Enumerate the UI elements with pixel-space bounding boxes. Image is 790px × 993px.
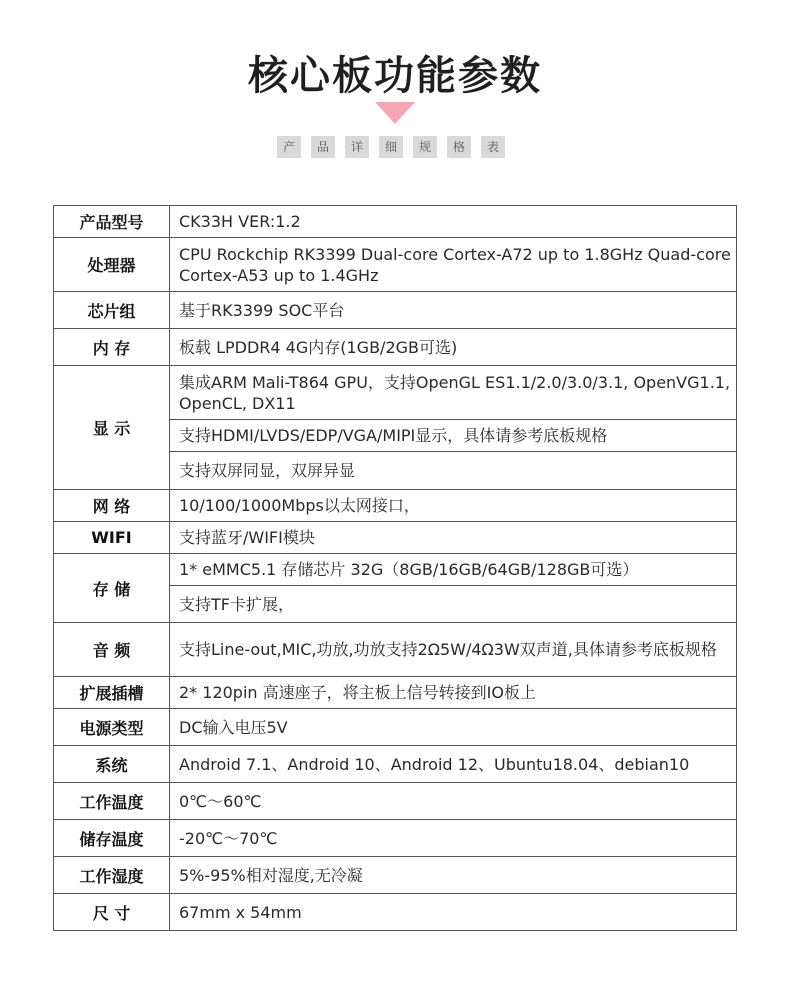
spec-label: 工作温度 <box>54 783 170 820</box>
spec-value: CK33H VER:1.2 <box>170 206 737 238</box>
spec-row-storage-temp <box>54 820 737 857</box>
spec-row-os <box>54 746 737 783</box>
spec-row-size <box>54 894 737 931</box>
spec-label: 尺 寸 <box>54 894 170 931</box>
subtitle-char: 产 <box>277 136 301 158</box>
spec-value: 支持TF卡扩展， <box>170 586 737 623</box>
spec-label: 内 存 <box>54 329 170 366</box>
spec-row-wifi <box>54 522 737 554</box>
spec-value: 10/100/1000Mbps以太网接口， <box>170 490 737 522</box>
spec-value: CPU Rockchip RK3399 Dual-core Cortex-A72 up to 1.8GHz Quad-core Cortex-A53 up to 1.4GHz <box>170 238 737 292</box>
spec-row-power <box>54 709 737 746</box>
subtitle <box>277 136 505 158</box>
title-arrow-marker <box>375 102 415 124</box>
spec-value: 0℃～60℃ <box>170 783 737 820</box>
spec-label: 音 频 <box>54 623 170 677</box>
spec-label: 芯片组 <box>54 292 170 329</box>
spec-value: 5%-95%相对湿度,无冷凝 <box>170 857 737 894</box>
spec-label: 储存温度 <box>54 820 170 857</box>
spec-label: 存 储 <box>54 554 170 623</box>
spec-value: 集成ARM Mali-T864 GPU，支持OpenGL ES1.1/2.0/3.0/3.1, OpenVG1.1, OpenCL, DX11 <box>170 366 737 420</box>
spec-label: 显 示 <box>54 366 170 490</box>
spec-table <box>53 205 737 931</box>
spec-value: 支持HDMI/LVDS/EDP/VGA/MIPI显示，具体请参考底板规格 <box>170 420 737 452</box>
spec-row-memory <box>54 329 737 366</box>
spec-row-work-humidity <box>54 857 737 894</box>
spec-row-audio <box>54 623 737 677</box>
subtitle-char: 品 <box>311 136 335 158</box>
spec-row-network <box>54 490 737 522</box>
spec-label: 扩展插槽 <box>54 677 170 709</box>
spec-label: WIFI <box>54 522 170 554</box>
spec-row-display-1 <box>54 366 737 420</box>
subtitle-char: 细 <box>379 136 403 158</box>
spec-label: 处理器 <box>54 238 170 292</box>
spec-value: 支持蓝牙/WIFI模块 <box>170 522 737 554</box>
spec-row-work-temp <box>54 783 737 820</box>
spec-label: 网 络 <box>54 490 170 522</box>
spec-value: 支持双屏同显，双屏异显 <box>170 452 737 490</box>
spec-row-model <box>54 206 737 238</box>
spec-value: 基于RK3399 SOC平台 <box>170 292 737 329</box>
spec-value: DC输入电压5V <box>170 709 737 746</box>
page-title: 核心板功能参数 <box>248 53 542 99</box>
spec-value: 67mm x 54mm <box>170 894 737 931</box>
spec-label: 工作湿度 <box>54 857 170 894</box>
subtitle-char: 格 <box>447 136 471 158</box>
subtitle-char: 表 <box>481 136 505 158</box>
spec-value: 支持Line-out,MIC,功放,功放支持2Ω5W/4Ω3W双声道,具体请参考底板规格 <box>170 623 737 677</box>
spec-label: 电源类型 <box>54 709 170 746</box>
spec-value: 板载 LPDDR4 4G内存(1GB/2GB可选) <box>170 329 737 366</box>
subtitle-char: 详 <box>345 136 369 158</box>
spec-value: 1* eMMC5.1 存储芯片 32G（8GB/16GB/64GB/128GB可选） <box>170 554 737 586</box>
spec-value: -20℃～70℃ <box>170 820 737 857</box>
spec-row-chipset <box>54 292 737 329</box>
spec-value: 2* 120pin 高速座子，将主板上信号转接到IO板上 <box>170 677 737 709</box>
spec-row-storage-1 <box>54 554 737 586</box>
spec-value: Android 7.1、Android 10、Android 12、Ubuntu18.04、debian10 <box>170 746 737 783</box>
spec-label: 系统 <box>54 746 170 783</box>
spec-label: 产品型号 <box>54 206 170 238</box>
spec-row-processor <box>54 238 737 292</box>
subtitle-char: 规 <box>413 136 437 158</box>
spec-row-expansion <box>54 677 737 709</box>
